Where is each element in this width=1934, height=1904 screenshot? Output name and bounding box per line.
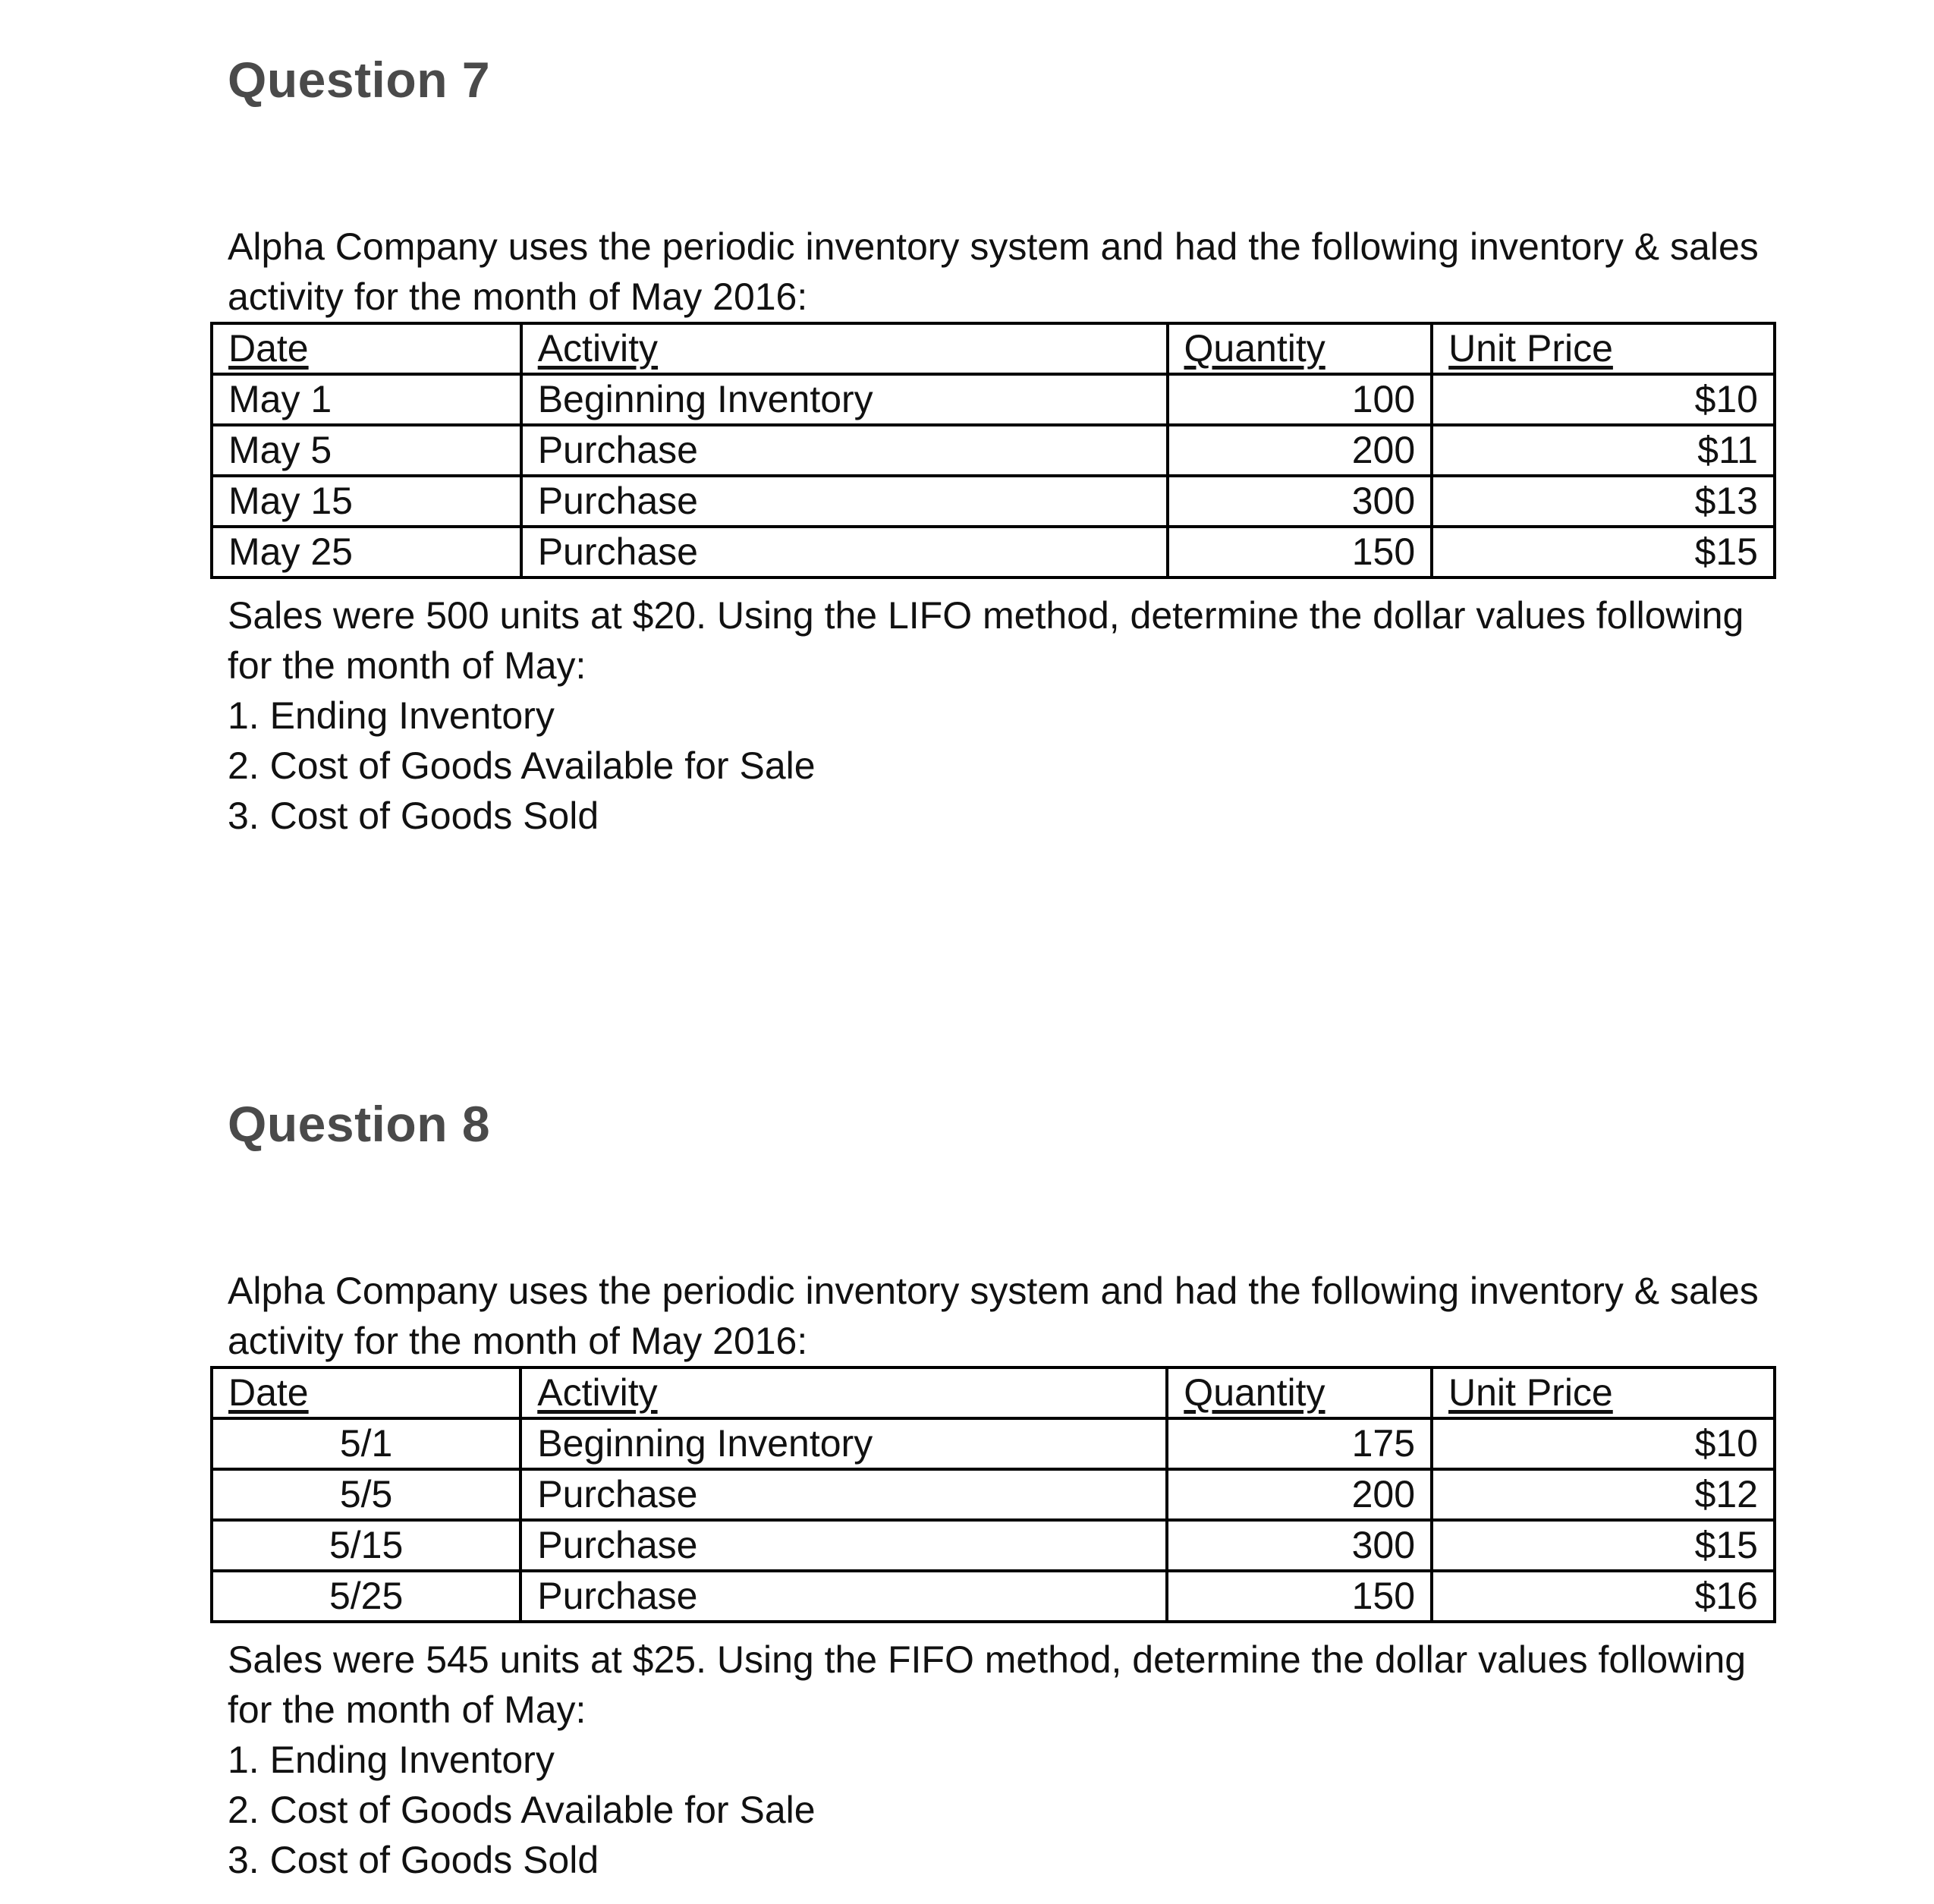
header-unit-price: Unit Price — [1432, 323, 1775, 374]
cell-unit-price: $12 — [1432, 1469, 1775, 1520]
cell-unit-price: $10 — [1432, 1418, 1775, 1469]
question-7-prompt: Sales were 500 units at $20. Using the LIFO method, determine the dollar values following for the month of May: — [228, 594, 1744, 687]
header-quantity: Quantity — [1167, 1367, 1432, 1418]
cell-quantity: 200 — [1168, 425, 1432, 476]
question-8-intro: Alpha Company uses the periodic inventory system and had the following inventory & sales activity for the month of May 2016: — [228, 1270, 1759, 1362]
table-row — [212, 1571, 1775, 1622]
header-unit-price: Unit Price — [1432, 1367, 1775, 1418]
cell-activity: Beginning Inventory — [520, 1418, 1167, 1469]
cell-activity: Purchase — [520, 1520, 1167, 1571]
cell-activity: Purchase — [520, 1571, 1167, 1622]
cell-date: May 5 — [212, 425, 521, 476]
cell-activity: Purchase — [520, 1469, 1167, 1520]
table-row — [212, 374, 1775, 425]
question-7-intro: Alpha Company uses the periodic inventory system and had the following inventory & sales activity for the month of May 2016: — [228, 225, 1759, 318]
list-item: 1. Ending Inventory — [228, 1739, 555, 1781]
header-date: Date — [212, 1367, 520, 1418]
table-row — [212, 1418, 1775, 1469]
table-row — [212, 476, 1775, 527]
cell-unit-price: $10 — [1432, 374, 1775, 425]
question-8-inventory-table — [210, 1366, 1776, 1623]
list-item: 2. Cost of Goods Available for Sale — [228, 1789, 816, 1831]
table-row — [212, 1469, 1775, 1520]
table-header-row — [212, 1367, 1775, 1418]
cell-date: 5/25 — [212, 1571, 520, 1622]
list-item: 3. Cost of Goods Sold — [228, 795, 599, 837]
cell-quantity: 200 — [1167, 1469, 1432, 1520]
question-7-title: Question 7 — [228, 52, 491, 108]
cell-date: May 1 — [212, 374, 521, 425]
question-8-prompt: Sales were 545 units at $25. Using the FIFO method, determine the dollar values following for the month of May: — [228, 1638, 1747, 1731]
question-7-task-list — [228, 691, 816, 841]
cell-quantity: 300 — [1168, 476, 1432, 527]
table-header-row — [212, 323, 1775, 374]
cell-unit-price: $11 — [1432, 425, 1775, 476]
cell-quantity: 150 — [1168, 527, 1432, 577]
table-row — [212, 1520, 1775, 1571]
cell-quantity: 300 — [1167, 1520, 1432, 1571]
header-activity: Activity — [521, 323, 1168, 374]
cell-unit-price: $13 — [1432, 476, 1775, 527]
cell-activity: Purchase — [521, 476, 1168, 527]
list-item: 1. Ending Inventory — [228, 694, 555, 737]
question-8-task-list — [228, 1735, 816, 1885]
table-row — [212, 425, 1775, 476]
cell-quantity: 100 — [1168, 374, 1432, 425]
cell-date: 5/15 — [212, 1520, 520, 1571]
cell-activity: Purchase — [521, 527, 1168, 577]
question-8-title: Question 8 — [228, 1096, 491, 1152]
header-activity: Activity — [520, 1367, 1167, 1418]
cell-unit-price: $16 — [1432, 1571, 1775, 1622]
question-7-inventory-table — [210, 322, 1776, 579]
cell-activity: Beginning Inventory — [521, 374, 1168, 425]
header-quantity: Quantity — [1168, 323, 1432, 374]
cell-quantity: 175 — [1167, 1418, 1432, 1469]
header-date: Date — [212, 323, 521, 374]
cell-date: May 15 — [212, 476, 521, 527]
cell-date: 5/1 — [212, 1418, 520, 1469]
cell-date: May 25 — [212, 527, 521, 577]
cell-date: 5/5 — [212, 1469, 520, 1520]
table-row — [212, 527, 1775, 577]
cell-activity: Purchase — [521, 425, 1168, 476]
cell-unit-price: $15 — [1432, 527, 1775, 577]
cell-quantity: 150 — [1167, 1571, 1432, 1622]
list-item: 2. Cost of Goods Available for Sale — [228, 744, 816, 787]
list-item: 3. Cost of Goods Sold — [228, 1839, 599, 1881]
cell-unit-price: $15 — [1432, 1520, 1775, 1571]
